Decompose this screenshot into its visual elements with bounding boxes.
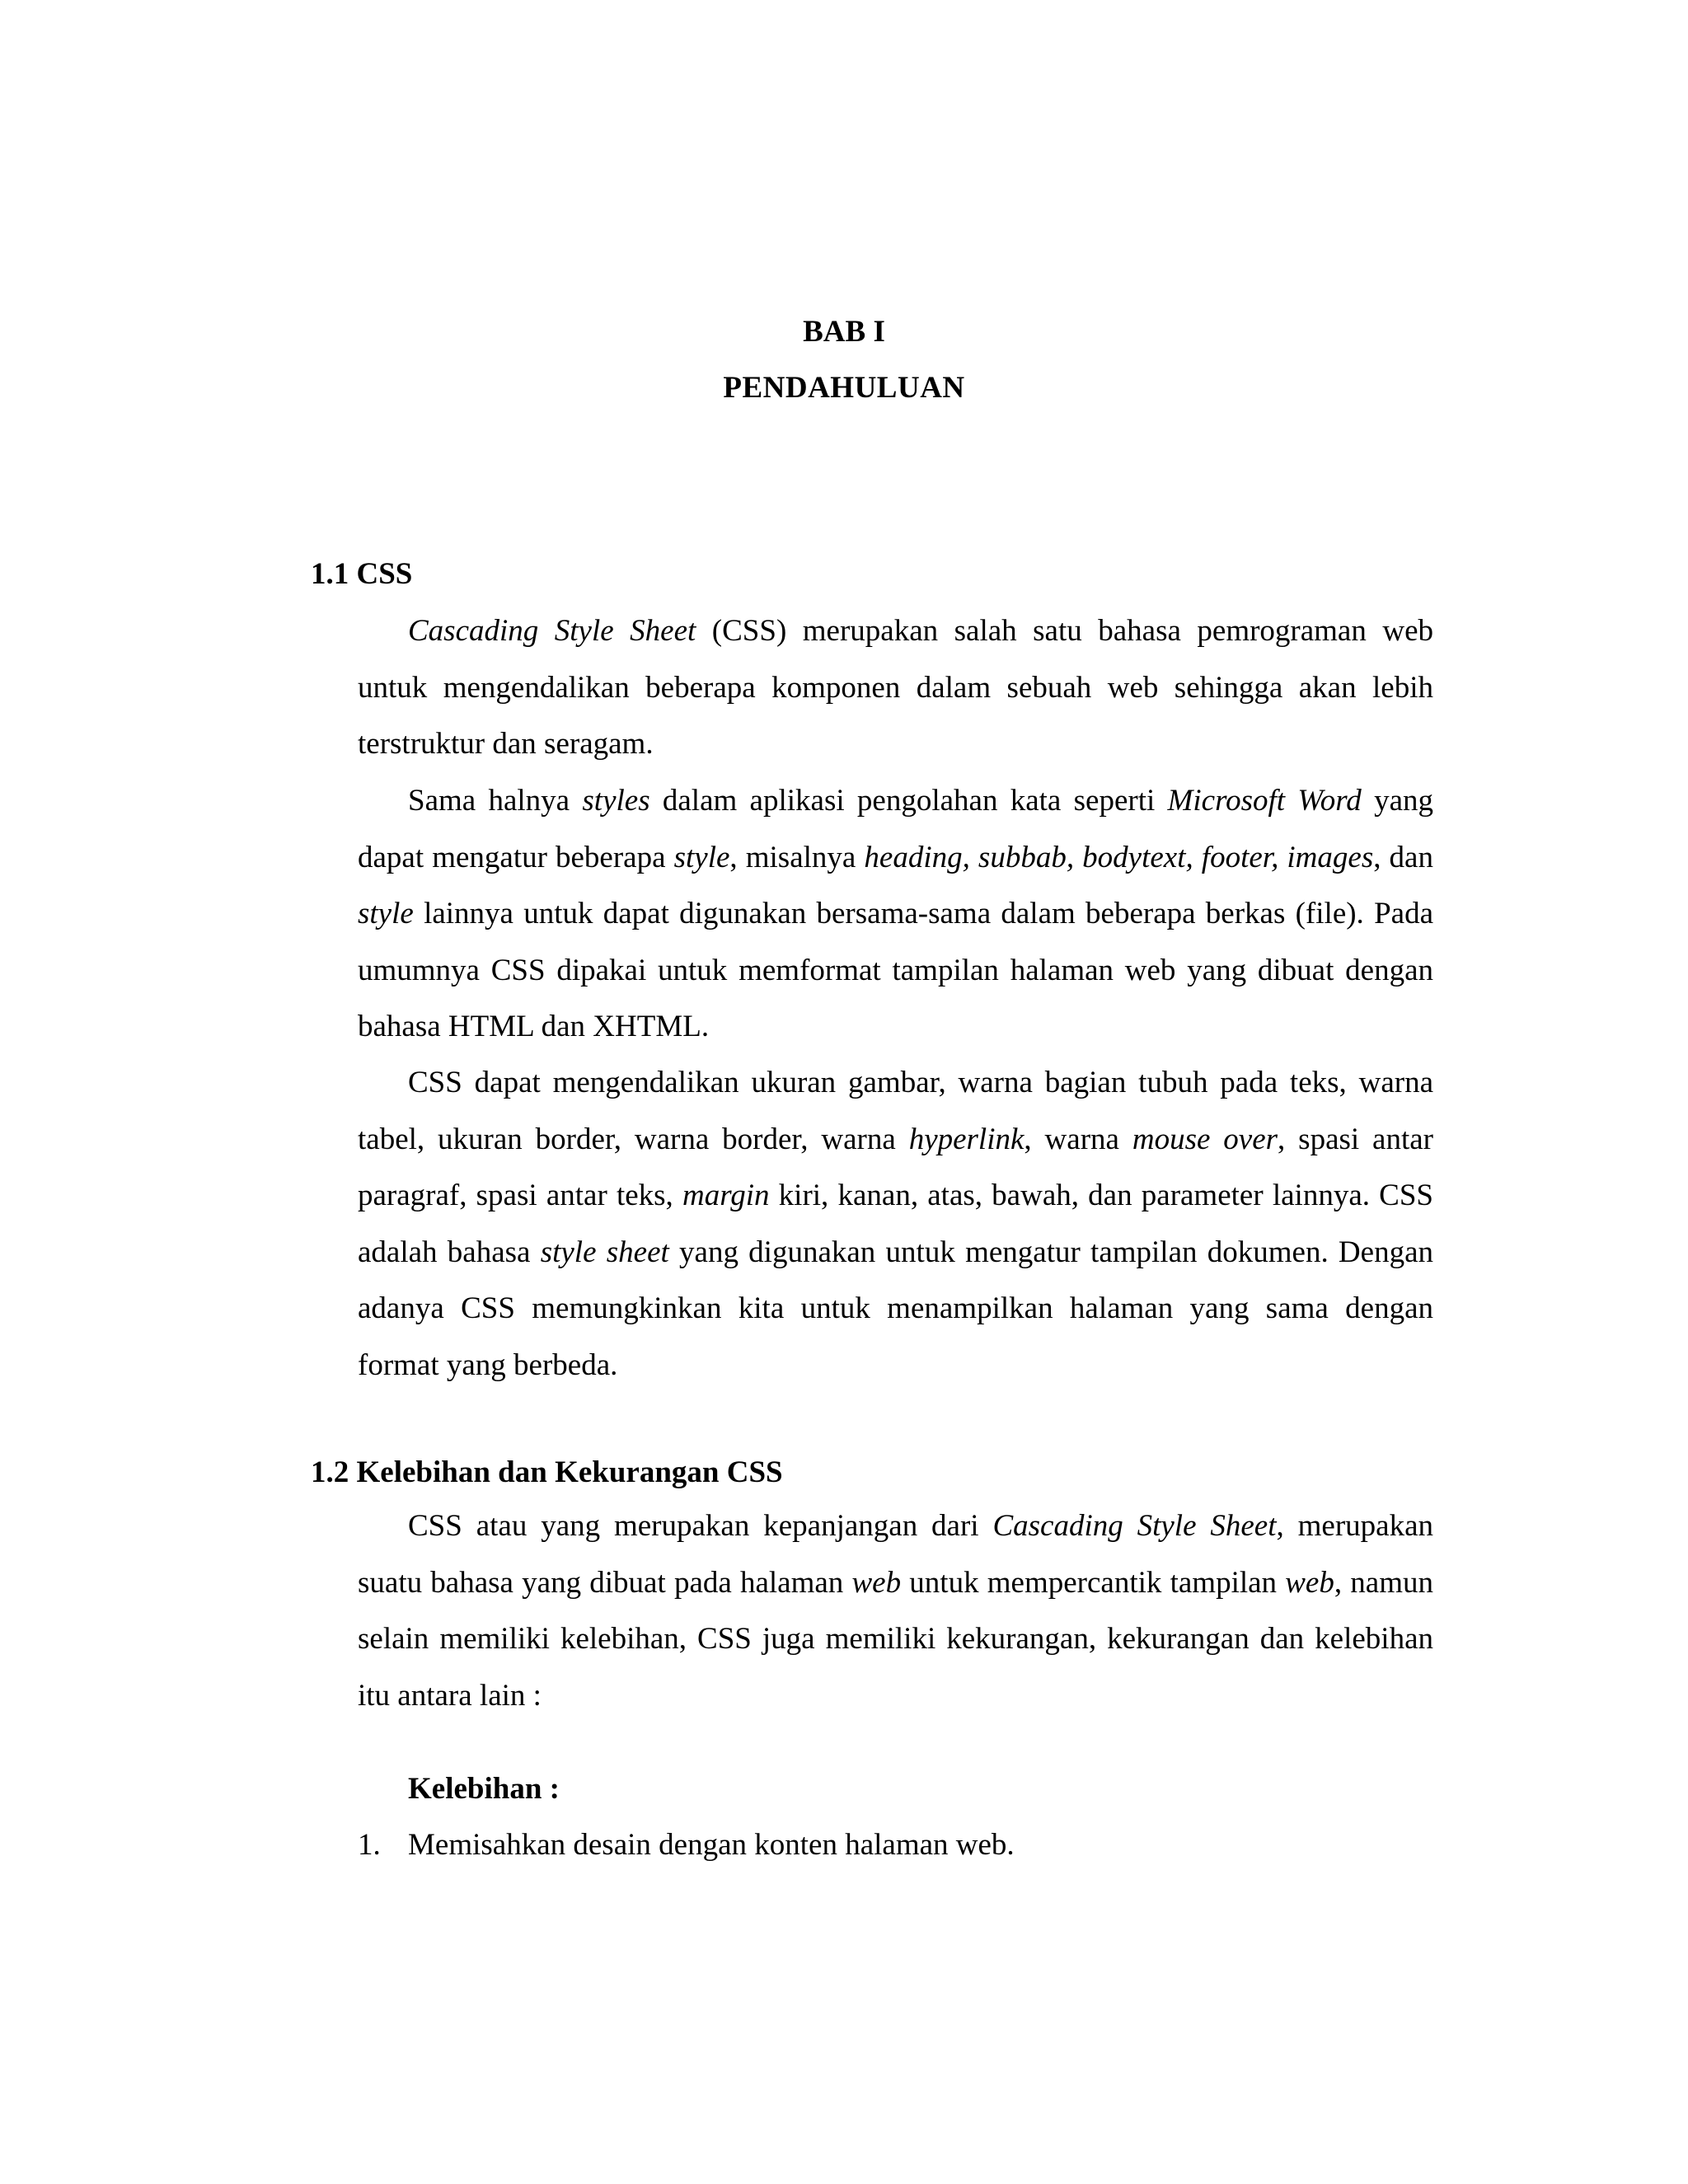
text-run: , merupakan suatu bahasa yang dibuat pada halaman (358, 1509, 1433, 1600)
italic-term: style sheet (540, 1235, 669, 1269)
italic-term: web (851, 1565, 902, 1600)
section-heading-css: 1.1 CSS (311, 557, 413, 591)
paragraph-css-capabilities (358, 1055, 1433, 1394)
chapter-number: BAB I (803, 315, 885, 349)
italic-term: web (1285, 1565, 1334, 1600)
italic-term: Cascading Style Sheet (992, 1509, 1277, 1543)
chapter-title: PENDAHULUAN (723, 371, 965, 405)
text-run: kiri, kanan, atas, bawah, dan parameter lainnya. CSS adalah bahasa (358, 1179, 1433, 1269)
italic-term: mouse over (1132, 1122, 1278, 1156)
text-run: , dan (1373, 840, 1433, 874)
italic-term: Microsoft Word (1167, 784, 1362, 818)
text-run: , misalnya (729, 840, 865, 874)
text-run: lainnya untuk dapat digunakan bersama-sama dalam beberapa berkas (file). Pada umumnya CSS dipakai untuk memformat tampilan halaman web yang dibuat dengan bahasa HTML dan XHTML. (358, 897, 1433, 1043)
paragraph-css-styles (358, 773, 1433, 1056)
list-item-text: Memisahkan desain dengan konten halaman web. (408, 1828, 1015, 1862)
italic-term: heading, subbab, bodytext, footer, images (864, 840, 1374, 874)
text-run: dalam aplikasi pengolahan kata seperti (649, 784, 1168, 818)
list-item (358, 1825, 1015, 1866)
italic-term: Cascading Style Sheet (408, 614, 696, 648)
text-run: yang dapat mengatur beberapa (358, 784, 1433, 874)
subheading-kelebihan: Kelebihan : (408, 1772, 560, 1806)
italic-term: margin (682, 1179, 770, 1212)
italic-term: styles (582, 784, 650, 818)
text-run: , spasi antar paragraf, spasi antar teks, (358, 1122, 1434, 1212)
section-heading-pros-cons: 1.2 Kelebihan dan Kekurangan CSS (311, 1455, 783, 1489)
text-run: Sama halnya (408, 784, 583, 818)
text-run: untuk mempercantik tampilan (901, 1565, 1286, 1600)
text-run: CSS atau yang merupakan kepanjangan dari (408, 1509, 993, 1543)
text-run: CSS dapat mengendalikan ukuran gambar, warna bagian tubuh pada teks, warna tabel, ukuran border, warna border, warna (358, 1066, 1433, 1156)
paragraph-css-definition (358, 603, 1433, 773)
italic-term: hyperlink (908, 1122, 1025, 1156)
italic-term: style (358, 897, 414, 930)
italic-term: style (673, 840, 730, 874)
paragraph-pros-cons-intro (358, 1498, 1433, 1724)
text-run: yang digunakan untuk mengatur tampilan dokumen. Dengan adanya CSS memungkinkan kita untuk menampilkan halaman yang sama dengan format yang berbeda. (358, 1235, 1433, 1382)
list-item-number: 1. (358, 1828, 381, 1862)
text-run: , namun selain memiliki kelebihan, CSS juga memiliki kekurangan, kekurangan dan kelebihan itu antara lain : (358, 1565, 1434, 1713)
text-run: , warna (1024, 1122, 1132, 1156)
text-run: (CSS) merupakan salah satu bahasa pemrograman web untuk mengendalikan beberapa komponen dalam sebuah web sehingga akan lebih terstruktur dan seragam. (358, 614, 1433, 761)
